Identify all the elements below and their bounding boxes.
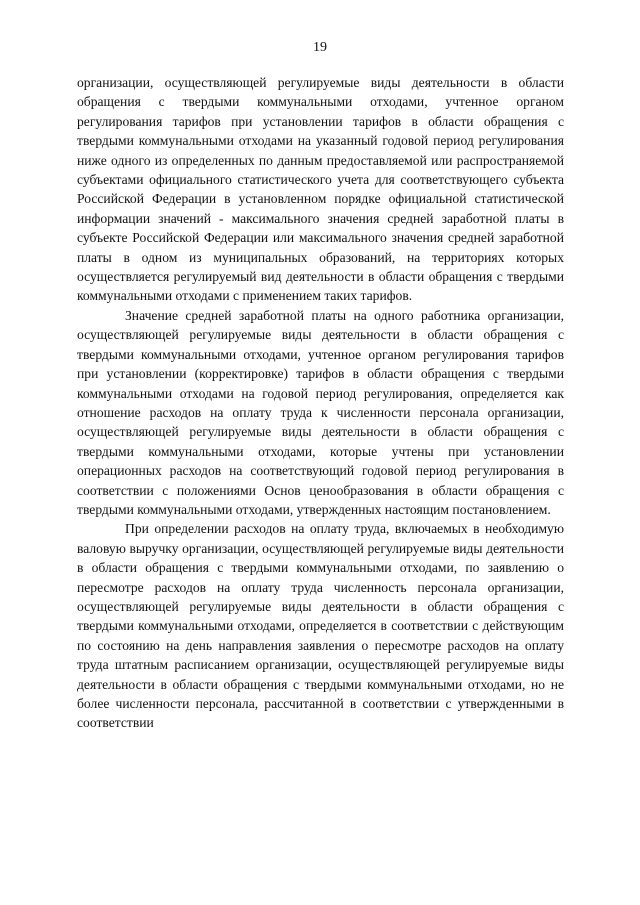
paragraph-continuation: организации, осуществляющей регулируемые виды деятельности в области обращения с твердыми коммунальными отходами, учтенное органом регулирования тарифов при установлении тарифов в области обращения с твердыми коммунальными отходами на указанный годовой период регулирования ниже одного из определенных по данным предоставляемой или распространяемой субъектами официального статистического учета для соответствующего субъекта Российской Федерации в установленном порядке официальной статистической информации значений - максимального значения средней заработной платы в субъекте Российской Федерации или максимального значения средней заработной платы в одном из муниципальных образований, на территориях которых осуществляется регулируемый вид деятельности в области обращения с твердыми коммунальными отходами с применением таких тарифов. (77, 75, 564, 304)
paragraph-average-salary: Значение средней заработной платы на одного работника организации, осуществляющей регулируемые виды деятельности в области обращения с твердыми коммунальными отходами, учтенное органом регулирования тарифов при установлении (корректировке) тарифов в области обращения с твердыми коммунальными отходами на годовой период регулирования, определяется как отношение расходов на оплату труда к численности персонала организации, осуществляющей регулируемые виды деятельности в области обращения с твердыми коммунальными отходами, которые учтены при установлении операционных расходов на соответствующий годовой период регулирования в соответствии с положениями Основ ценообразования в области обращения с твердыми коммунальными отходами, утвержденных настоящим постановлением. (77, 307, 564, 517)
paragraph-labor-costs: При определении расходов на оплату труда, включаемых в необходимую валовую выручку организации, осуществляющей регулируемые виды деятельности в области обращения с твердыми коммунальными отходами, по заявлению о пересмотре расходов на оплату труда численность персонала организации, осуществляющей регулируемые виды деятельности в области обращения с твердыми коммунальными отходами, определяется в соответствии с действующим по состоянию на день направления заявления о пересмотре расходов на оплату труда штатным расписанием организации, осуществляющей регулируемые виды деятельности в области обращения с твердыми коммунальными отходами, но не более численности персонала, рассчитанной в соответствии с утвержденными в соответствии (77, 521, 564, 731)
document-body (77, 73, 564, 733)
page-number: 19 (313, 40, 327, 55)
